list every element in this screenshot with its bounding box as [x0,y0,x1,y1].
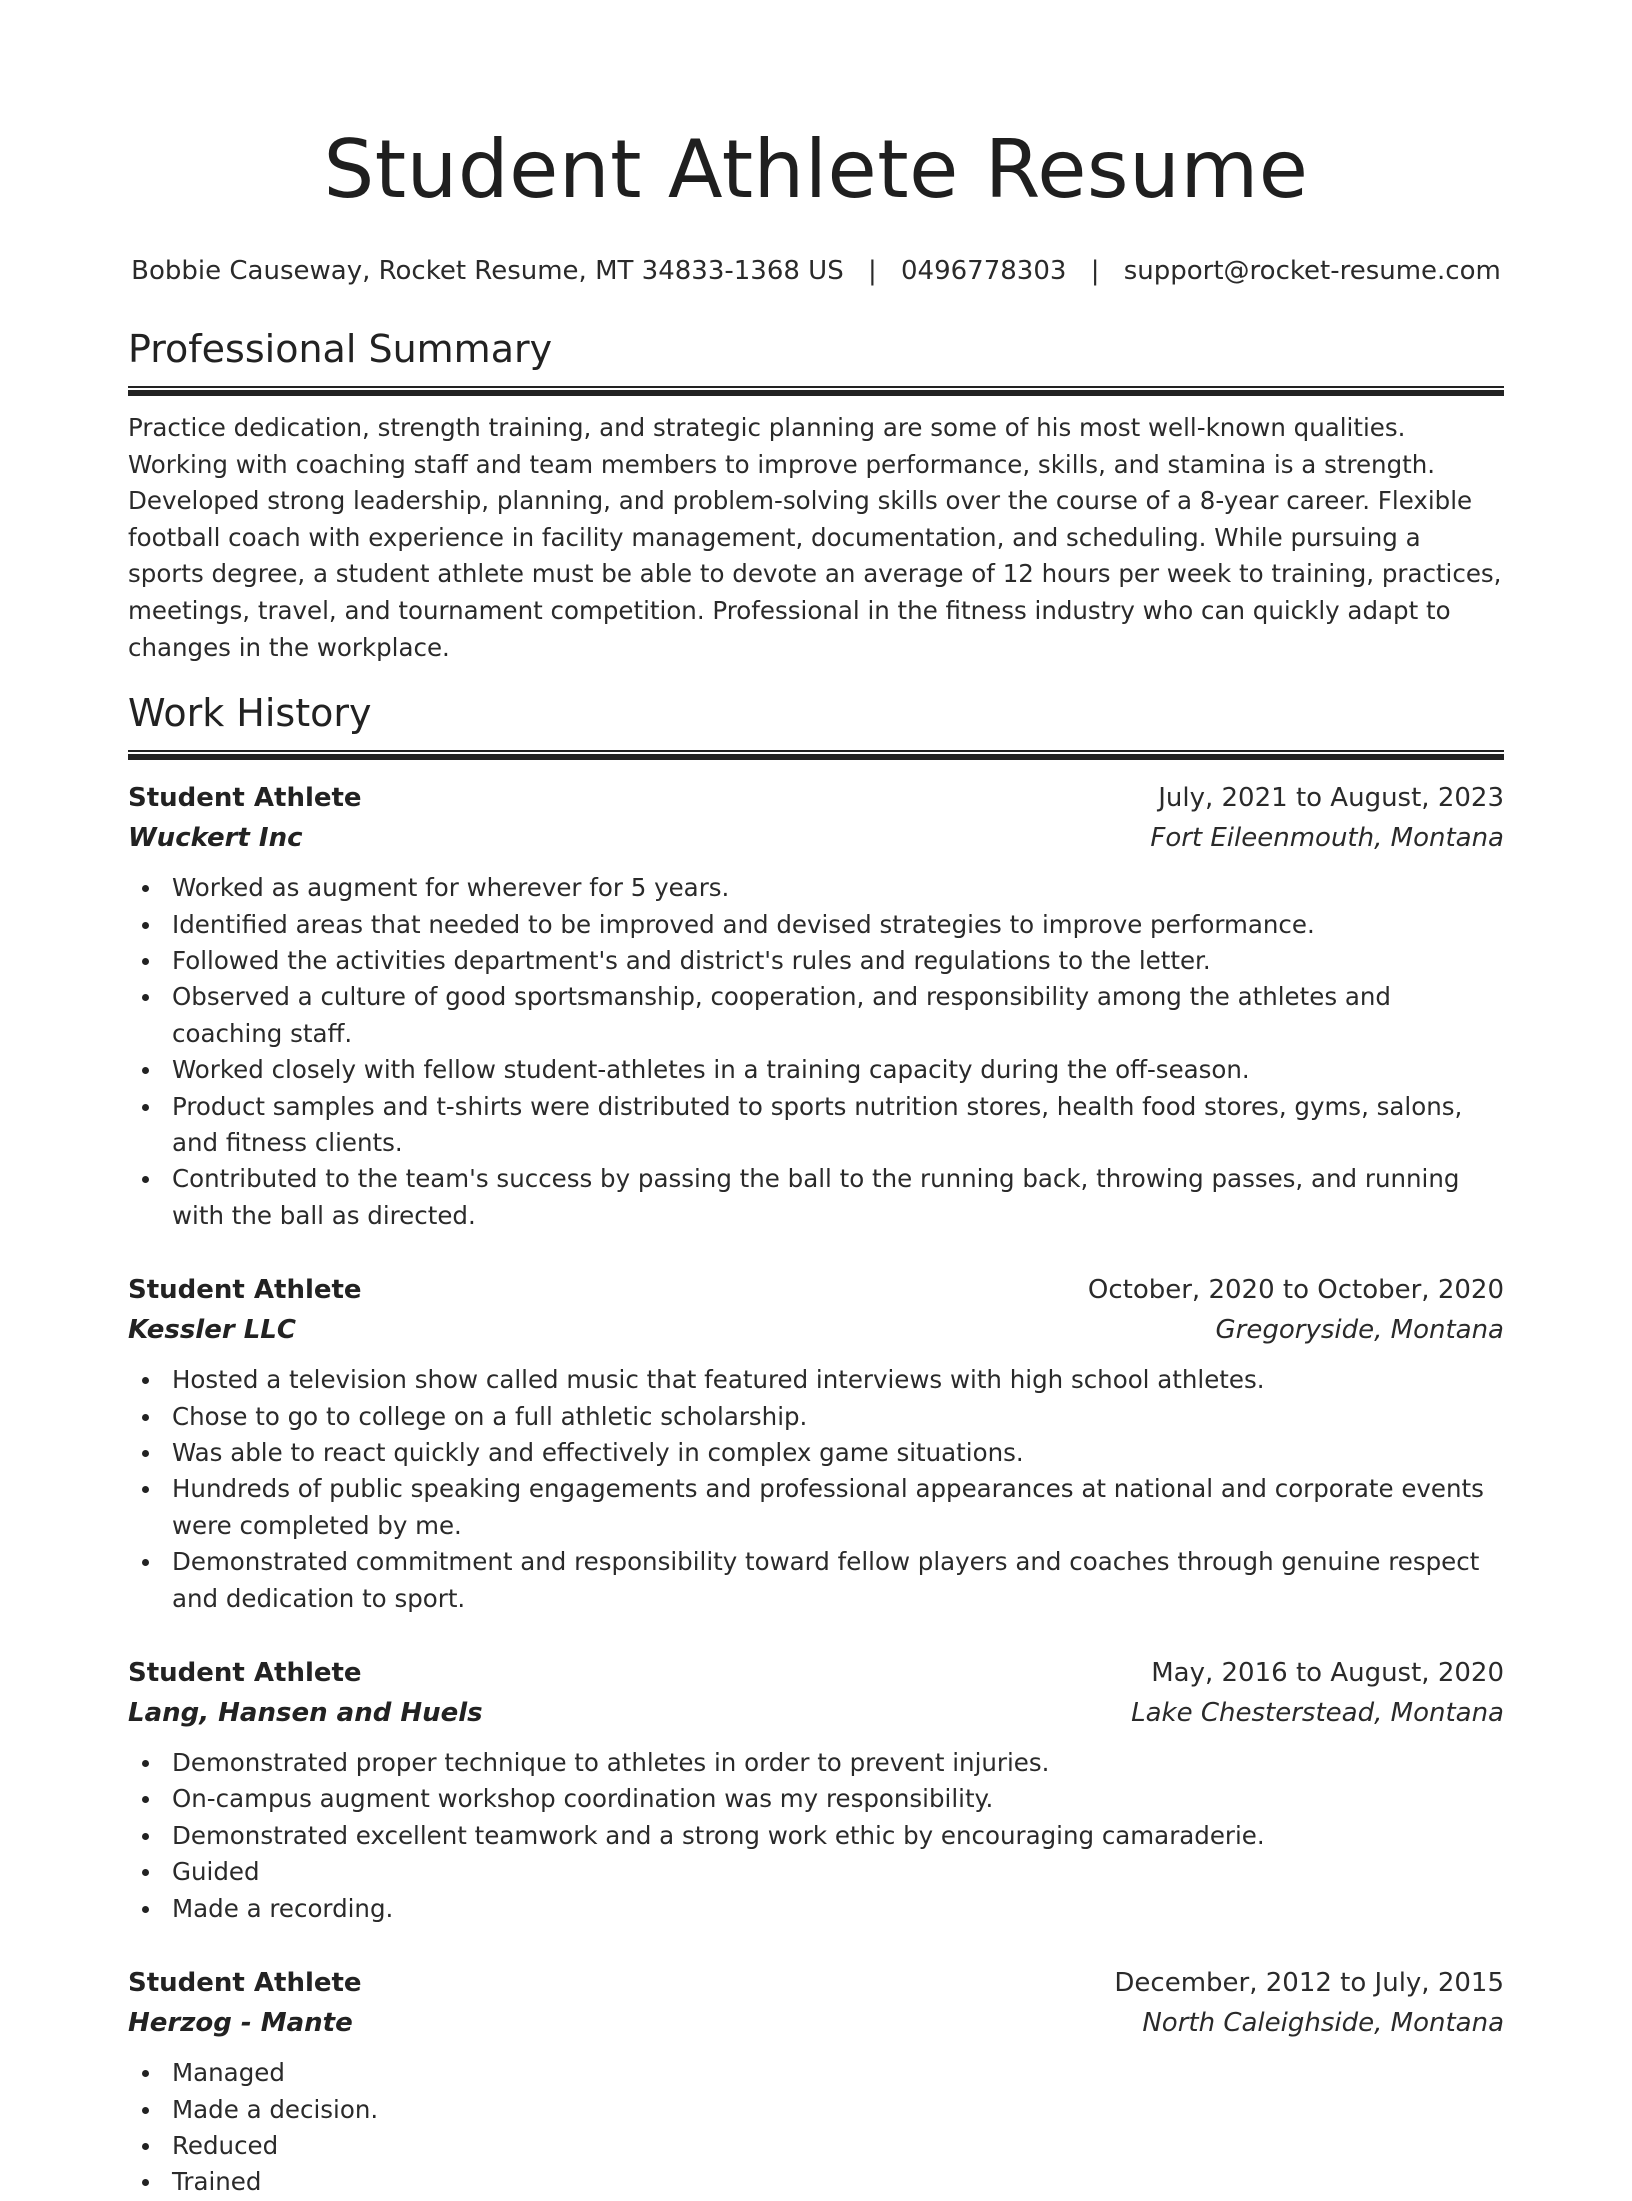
job-location: Lake Chesterstead, Montana [1131,1698,1504,1729]
summary-text: Practice dedication, strength training, and strategic planning are some of his most well-known qualities. Working with coaching staff and team members to improve performance, skills, and stamina is a strength. Developed strong leadership, planning, and problem-solving skills over the course of a 8-year career. Flexible football coach with experience in facility management, documentation, and scheduling. While pursuing a sports degree, a student athlete must be able to devote an average of 12 hours per week to training, practices, meetings, travel, and tournament competition. Professional in the fitness industry who can quickly adapt to changes in the workplace. [128,413,1502,662]
job-entry [128,1270,1504,1617]
job-bullet: Followed the activities department's and district's rules and regulations to the letter. [128,943,1504,979]
job-bullet: Trained [128,2164,1504,2200]
job-header-row [128,778,1504,818]
job-header-row [128,1963,1504,2003]
job-title: Student Athlete [128,1275,362,1306]
job-location: Gregoryside, Montana [1215,1315,1504,1346]
job-bullet: Managed [128,2055,1504,2091]
job-bullets [128,870,1504,1234]
job-title: Student Athlete [128,1658,362,1689]
job-bullet: Reduced [128,2128,1504,2164]
job-dates: July, 2021 to August, 2023 [1158,783,1504,814]
contact-separator: | [867,256,877,286]
job-company-row [128,818,1504,858]
section-divider [128,386,1504,396]
job-bullet: Chose to go to college on a full athletic scholarship. [128,1399,1504,1435]
contact-address: Bobbie Causeway, Rocket Resume, MT 34833-1368 US [131,256,844,286]
job-dates: May, 2016 to August, 2020 [1151,1658,1504,1689]
job-bullet: Demonstrated proper technique to athletes in order to prevent injuries. [128,1745,1504,1781]
job-bullets [128,2055,1504,2201]
resume-title: Student Athlete Resume [323,123,1309,216]
job-company: Herzog - Mante [128,2008,353,2039]
job-company: Lang, Hansen and Huels [128,1698,483,1729]
job-bullet: Made a recording. [128,1891,1504,1927]
work-history-heading: Work History [128,691,372,736]
job-location: Fort Eileenmouth, Montana [1150,823,1504,854]
job-bullets [128,1362,1504,1617]
job-bullet: Worked closely with fellow student-athletes in a training capacity during the off-season. [128,1052,1504,1088]
job-dates: December, 2012 to July, 2015 [1114,1968,1504,1999]
contact-phone: 0496778303 [901,256,1067,286]
job-dates: October, 2020 to October, 2020 [1087,1275,1504,1306]
job-header-row [128,1270,1504,1310]
contact-line [128,254,1504,288]
section-divider [128,750,1504,760]
job-bullet: Was able to react quickly and effectively in complex game situations. [128,1435,1504,1471]
job-title: Student Athlete [128,783,362,814]
job-bullet: Guided [128,1854,1504,1890]
job-company-row [128,2003,1504,2043]
contact-separator: | [1090,256,1100,286]
job-bullet: Demonstrated excellent teamwork and a strong work ethic by encouraging camaraderie. [128,1818,1504,1854]
job-location: North Caleighside, Montana [1142,2008,1504,2039]
job-title: Student Athlete [128,1968,362,1999]
summary-section [128,326,1504,666]
contact-email: support@rocket-resume.com [1123,256,1501,286]
job-entry [128,778,1504,1234]
job-bullet: Observed a culture of good sportsmanship, cooperation, and responsibility among the athletes and coaching staff. [128,979,1504,1052]
job-bullet: Hundreds of public speaking engagements and professional appearances at national and corporate events were completed by me. [128,1471,1504,1544]
job-bullet: Made a decision. [128,2092,1504,2128]
work-history-section [128,690,1504,2201]
job-company: Wuckert Inc [128,823,303,854]
job-entry [128,1653,1504,1927]
summary-heading: Professional Summary [128,327,553,371]
job-bullets [128,1745,1504,1927]
job-bullet: Hosted a television show called music that featured interviews with high school athletes. [128,1362,1504,1398]
job-header-row [128,1653,1504,1693]
job-company-row [128,1310,1504,1350]
job-entry [128,1963,1504,2201]
job-bullet: Identified areas that needed to be improved and devised strategies to improve performance. [128,907,1504,943]
job-company: Kessler LLC [128,1315,296,1346]
job-bullet: Contributed to the team's success by passing the ball to the running back, throwing passes, and running with the ball as directed. [128,1161,1504,1234]
job-bullet: On-campus augment workshop coordination was my responsibility. [128,1781,1504,1817]
job-company-row [128,1693,1504,1733]
job-bullet: Worked as augment for wherever for 5 years. [128,870,1504,906]
job-bullet: Product samples and t-shirts were distributed to sports nutrition stores, health food stores, gyms, salons, and fitness clients. [128,1089,1504,1162]
job-bullet: Demonstrated commitment and responsibility toward fellow players and coaches through genuine respect and dedication to sport. [128,1544,1504,1617]
